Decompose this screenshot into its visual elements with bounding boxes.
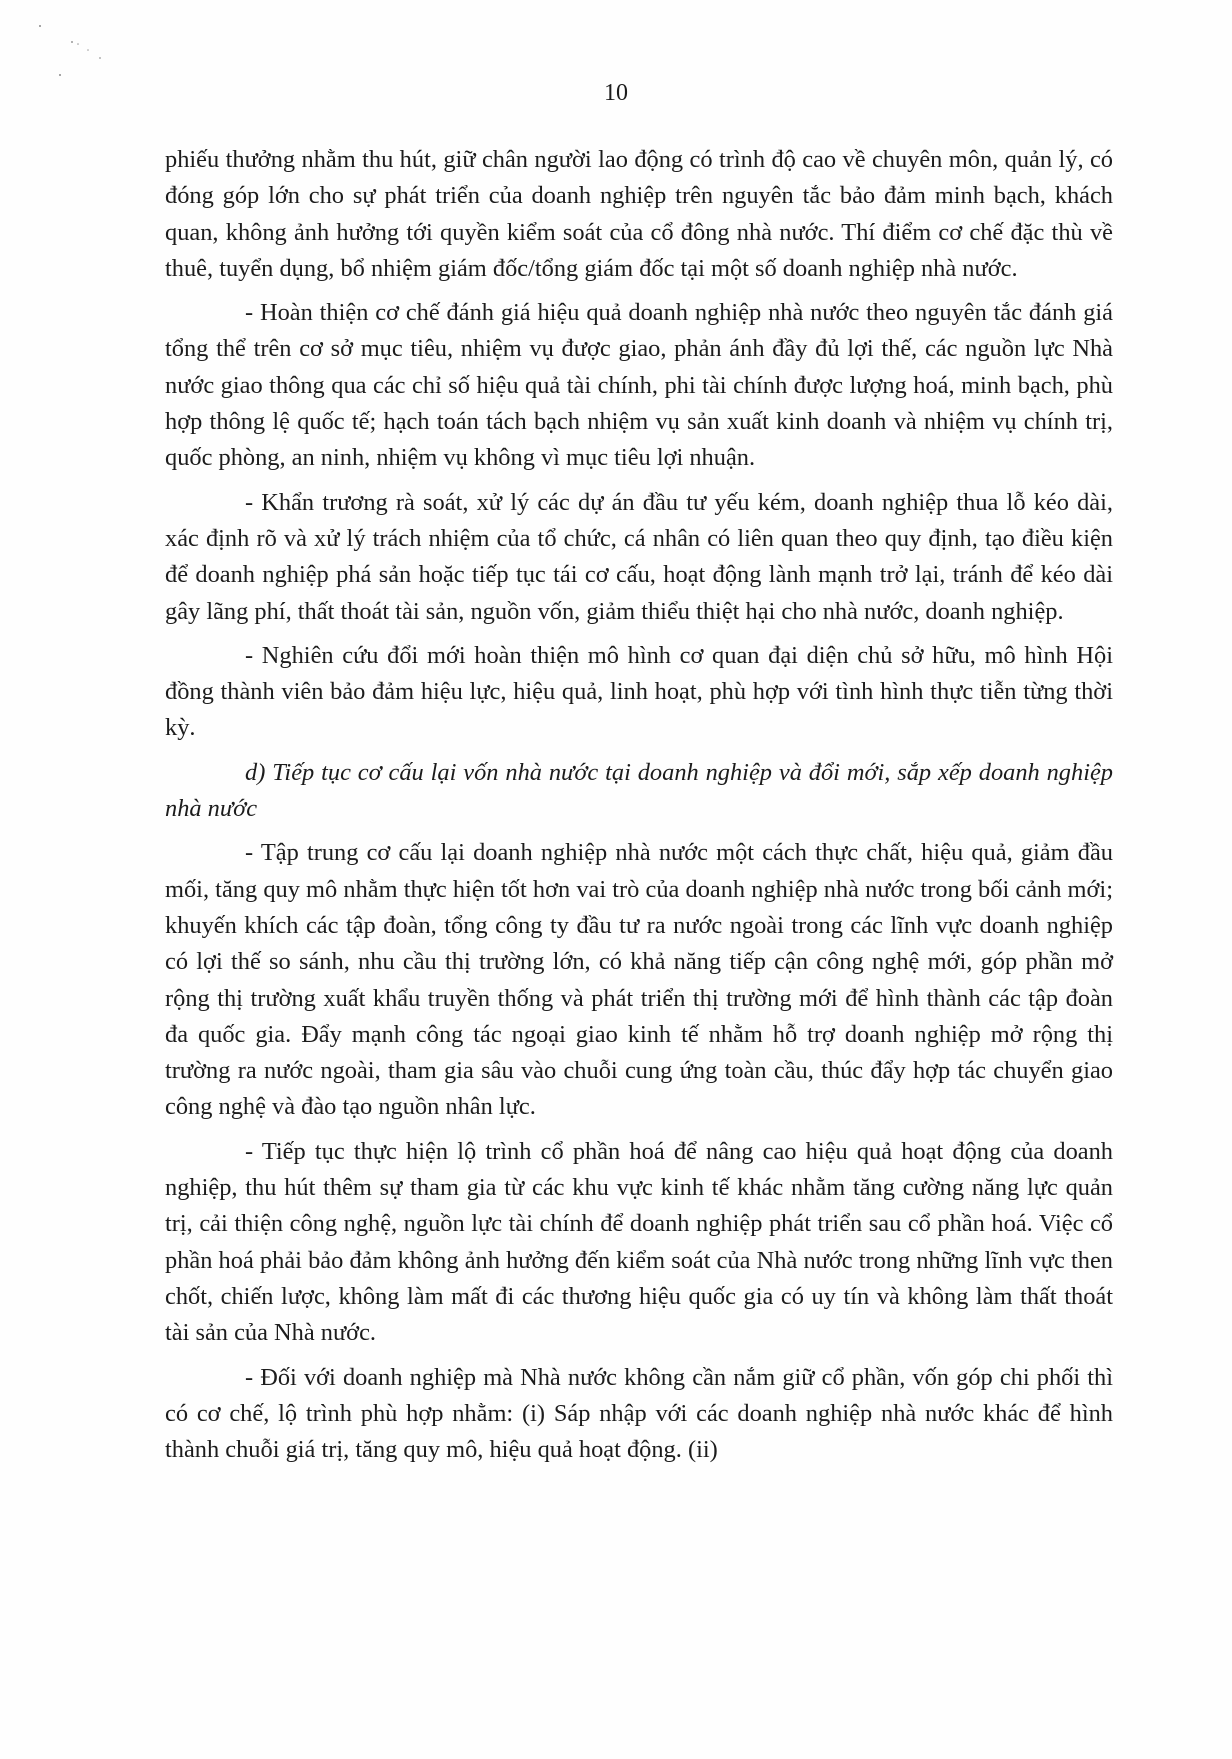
document-body [165, 142, 1113, 1476]
paragraph: - Tiếp tục thực hiện lộ trình cổ phần hoá để nâng cao hiệu quả hoạt động của doanh nghiệp, thu hút thêm sự tham gia từ các khu vực kinh tế khác nhằm tăng cường năng lực quản trị, cải thiện công nghệ, nguồn lực tài chính để doanh nghiệp phát triển sau cổ phần hoá. Việc cổ phần hoá phải bảo đảm không ảnh hưởng đến kiểm soát của Nhà nước trong những lĩnh vực then chốt, chiến lược, không làm mất đi các thương hiệu quốc gia có uy tín và không làm thất thoát tài sản của Nhà nước. [165, 1137, 1113, 1347]
section-heading: d) Tiếp tục cơ cấu lại vốn nhà nước tại doanh nghiệp và đổi mới, sắp xếp doanh nghiệp nhà nước [165, 758, 1113, 823]
paragraph: - Tập trung cơ cấu lại doanh nghiệp nhà nước một cách thực chất, hiệu quả, giảm đầu mối, tăng quy mô nhằm thực hiện tốt hơn vai trò của doanh nghiệp nhà nước trong bối cảnh mới; khuyến khích các tập đoàn, tổng công ty đầu tư ra nước ngoài trong các lĩnh vực doanh nghiệp có lợi thế so sánh, nhu cầu thị trường lớn, có khả năng tiếp cận công nghệ mới, góp phần mở rộng thị trường xuất khẩu truyền thống và phát triển thị trường mới để hình thành các tập đoàn đa quốc gia. Đẩy mạnh công tác ngoại giao kinh tế nhằm hỗ trợ doanh nghiệp mở rộng thị trường ra nước ngoài, tham gia sâu vào chuỗi cung ứng toàn cầu, thúc đẩy hợp tác chuyển giao công nghệ và đào tạo nguồn nhân lực. [165, 839, 1113, 1121]
paragraph: phiếu thưởng nhằm thu hút, giữ chân người lao động có trình độ cao về chuyên môn, quản lý, có đóng góp lớn cho sự phát triển của doanh nghiệp trên nguyên tắc bảo đảm minh bạch, khách quan, không ảnh hưởng tới quyền kiểm soát của cổ đông nhà nước. Thí điểm cơ chế đặc thù về thuê, tuyển dụng, bổ nhiệm giám đốc/tổng giám đốc tại một số doanh nghiệp nhà nước. [165, 146, 1113, 282]
paragraph: - Nghiên cứu đổi mới hoàn thiện mô hình cơ quan đại diện chủ sở hữu, mô hình Hội đồng thành viên bảo đảm hiệu lực, hiệu quả, linh hoạt, phù hợp với tình hình thực tiễn từng thời kỳ. [165, 641, 1113, 742]
paragraph: - Hoàn thiện cơ chế đánh giá hiệu quả doanh nghiệp nhà nước theo nguyên tắc đánh giá tổng thể trên cơ sở mục tiêu, nhiệm vụ được giao, phản ánh đầy đủ lợi thế, các nguồn lực Nhà nước giao thông qua các chỉ số hiệu quả tài chính, phi tài chính được lượng hoá, minh bạch, phù hợp thông lệ quốc tế; hạch toán tách bạch nhiệm vụ sản xuất kinh doanh và nhiệm vụ chính trị, quốc phòng, an ninh, nhiệm vụ không vì mục tiêu lợi nhuận. [165, 299, 1113, 472]
paragraph: - Khẩn trương rà soát, xử lý các dự án đầu tư yếu kém, doanh nghiệp thua lỗ kéo dài, xác định rõ và xử lý trách nhiệm của tổ chức, cá nhân có liên quan theo quy định, tạo điều kiện để doanh nghiệp phá sản hoặc tiếp tục tái cơ cấu, hoạt động lành mạnh trở lại, tránh để kéo dài gây lãng phí, thất thoát tài sản, nguồn vốn, giảm thiểu thiệt hại cho nhà nước, doanh nghiệp. [165, 488, 1113, 625]
paragraph: - Đối với doanh nghiệp mà Nhà nước không cần nắm giữ cổ phần, vốn góp chi phối thì có cơ chế, lộ trình phù hợp nhằm: (i) Sáp nhập với các doanh nghiệp nhà nước khác để hình thành chuỗi giá trị, tăng quy mô, hiệu quả hoạt động. (ii) [165, 1363, 1113, 1464]
page-number: 10 [604, 80, 628, 106]
